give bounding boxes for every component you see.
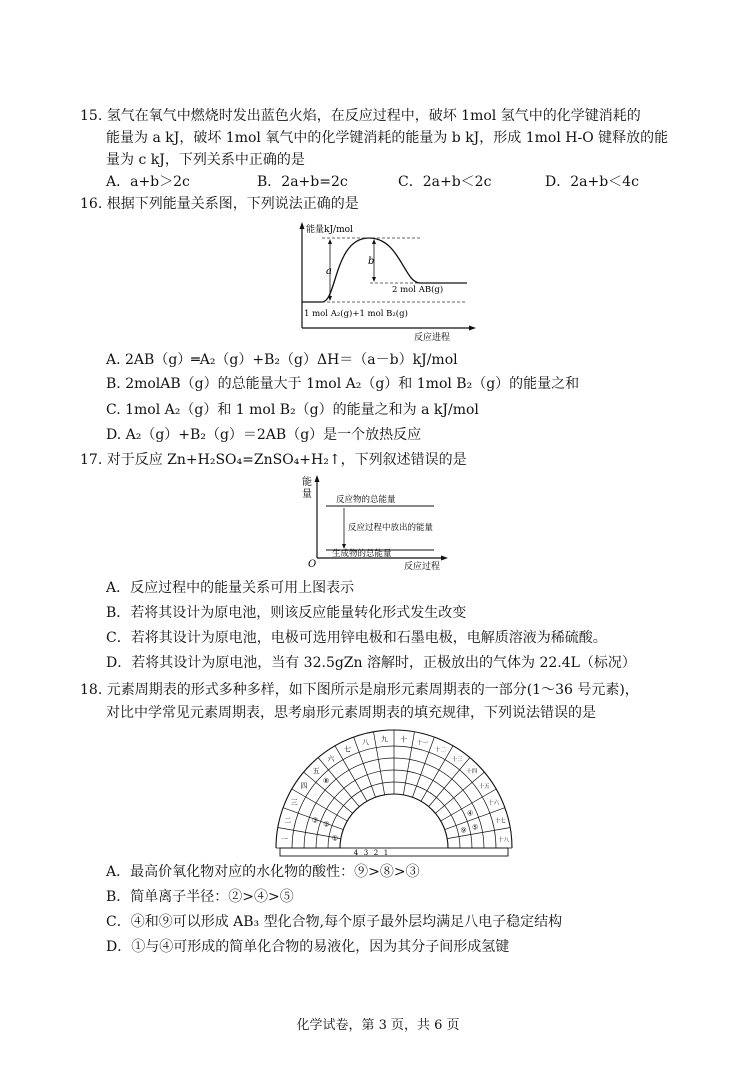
- q17-y-label-2: 量: [302, 489, 312, 500]
- q17-origin: O: [308, 559, 317, 570]
- q17-x-label: 反应过程: [404, 562, 441, 572]
- fan-group-label: 九: [380, 735, 388, 744]
- q16-label-a: a: [326, 266, 332, 277]
- q15-line-3: 量为 c kJ，下列关系中正确的是: [106, 152, 305, 168]
- q16-x-label: 反应进程: [414, 333, 451, 343]
- q15-line-1: 15. 氢气在氧气中燃烧时发出蓝色火焰，在反应过程中，破坏 1mol 氢气中的化学键消耗的: [80, 108, 641, 124]
- fan-group-label: 十: [400, 735, 408, 744]
- fan-period-label: 1: [383, 849, 389, 857]
- fan-spoke: [435, 772, 484, 813]
- q17-option-d: D．若将其设计为原电池，当有 32.5gZn 溶解时，正极放出的气体为 22.4L（标况）: [106, 655, 636, 671]
- q15-option-c: C．2a+b＜2c: [398, 174, 492, 190]
- page-footer: 化学试卷，第 3 页，共 6 页: [296, 1018, 460, 1033]
- fan-element-marker: ③: [311, 816, 319, 825]
- q16-option-a: A. 2AB（g）═A₂（g）+B₂（g）ΔH＝（a－b）kJ/mol: [106, 352, 458, 368]
- fan-ring: [340, 794, 448, 848]
- q18-option-c: C．④和⑨可以形成 AB₃ 型化合物,每个原子最外层均满足八电子稳定结构: [106, 914, 563, 930]
- q18-option-d: D．①与④可形成的简单化合物的易液化，因为其分子间形成氢键: [106, 939, 510, 955]
- fan-element-marker: ⑧: [322, 777, 330, 786]
- fan-element-marker: ⑨: [460, 826, 467, 835]
- q18-line-1: 18. 元素周期表的形式多种多样，如下图所示是扇形元素周期表的一部分(1～36 号元素)，: [80, 682, 639, 698]
- q15-option-b: B．2a+b=2c: [257, 174, 348, 190]
- q17-energy-diagram: [298, 474, 458, 574]
- q17-option-b: B．若将其设计为原电池，则该反应能量转化形式发生改变: [106, 605, 467, 621]
- fan-group-label: 十六: [488, 800, 500, 807]
- q16-option-d: D. A₂（g）+B₂（g）＝2AB（g）是一个放热反应: [106, 427, 422, 443]
- fan-group-label: 一: [280, 835, 288, 844]
- q16-label-b: b: [368, 256, 375, 267]
- fan-group-label: 十五: [478, 783, 490, 790]
- q15-line-2: 能量为 a kJ，破坏 1mol 氧气中的化学键消耗的能量为 b kJ，形成 1mol H-O 键释放的能: [106, 130, 669, 146]
- fan-group-label: 十一: [416, 740, 428, 747]
- fan-element-marker: ④: [466, 809, 474, 818]
- q18-fan-periodic-table: [272, 722, 516, 860]
- q18-option-a: A．最高价氧化物对应的水化物的酸性：⑨>⑧>③: [106, 864, 420, 880]
- q17-option-c: C．若将其设计为原电池，电极可选用锌电极和石墨电极，电解质溶液为稀硫酸。: [106, 630, 607, 646]
- fan-spoke: [292, 789, 347, 821]
- fan-period-label: 4: [353, 849, 359, 857]
- q16-option-c: C. 1mol A₂（g）和 1 mol B₂（g）的能量之和为 a kJ/mol: [106, 402, 479, 418]
- fan-period-label: 3: [363, 849, 369, 857]
- q15-option-a: A．a+b＞2c: [106, 174, 190, 190]
- q17-y-label-1: 能: [302, 477, 312, 488]
- q17-stem: 17. 对于反应 Zn+H₂SO₄=ZnSO₄+H₂↑，下列叙述错误的是: [80, 452, 467, 468]
- q17-top-label: 反应物的总能量: [336, 495, 396, 505]
- q16-energy-diagram: [292, 220, 482, 345]
- q16-stem: 16. 根据下列能量关系图，下列说法正确的是: [80, 196, 359, 212]
- q18-option-b: B．简单离子半径：②>④>⑤: [106, 889, 294, 905]
- fan-group-label: 十三: [451, 756, 463, 763]
- q16-y-label: 能量kJ/mol: [306, 225, 353, 235]
- fan-element-marker: ⑤: [471, 823, 479, 832]
- fan-element-marker: ①: [331, 834, 339, 843]
- q17-bottom-label: 生成物的总能量: [332, 549, 392, 559]
- fan-group-label: 十七: [494, 818, 506, 825]
- fan-group-label: 三: [290, 798, 298, 807]
- fan-group-label: 六: [327, 754, 335, 763]
- fan-element-marker: ②: [323, 820, 330, 829]
- fan-group-label: 七: [344, 745, 352, 754]
- q16-option-b: B. 2molAB（g）的总能量大于 1mol A₂（g）和 1mol B₂（g）的能量之和: [106, 376, 580, 392]
- fan-group-label: 十四: [466, 769, 478, 776]
- q17-option-a: A．反应过程中的能量关系可用上图表示: [106, 580, 355, 596]
- q16-reactant-label: 1 mol A₂(g)+1 mol B₂(g): [304, 309, 408, 319]
- fan-group-label: 十八: [498, 837, 510, 844]
- q15-option-d: D．2a+b＜4c: [545, 174, 639, 190]
- fan-base: [280, 848, 508, 856]
- fan-group-label: 五: [312, 767, 320, 776]
- fan-spoke: [335, 746, 367, 801]
- q16-product-label: 2 mol AB(g): [392, 285, 444, 295]
- fan-group-label: 十二: [434, 747, 446, 754]
- fan-group-label: 四: [300, 781, 308, 790]
- fan-group-label: 八: [362, 738, 370, 747]
- q17-mid-label: 反应过程中放出的能量: [348, 523, 434, 533]
- fan-spoke: [429, 758, 470, 807]
- fan-period-label: 2: [373, 849, 379, 857]
- fan-group-label: 二: [284, 816, 292, 825]
- fan-spoke: [421, 746, 453, 801]
- q18-line-2: 对比中学常见元素周期表，思考扇形元素周期表的填充规律，下列说法错误的是: [106, 705, 596, 721]
